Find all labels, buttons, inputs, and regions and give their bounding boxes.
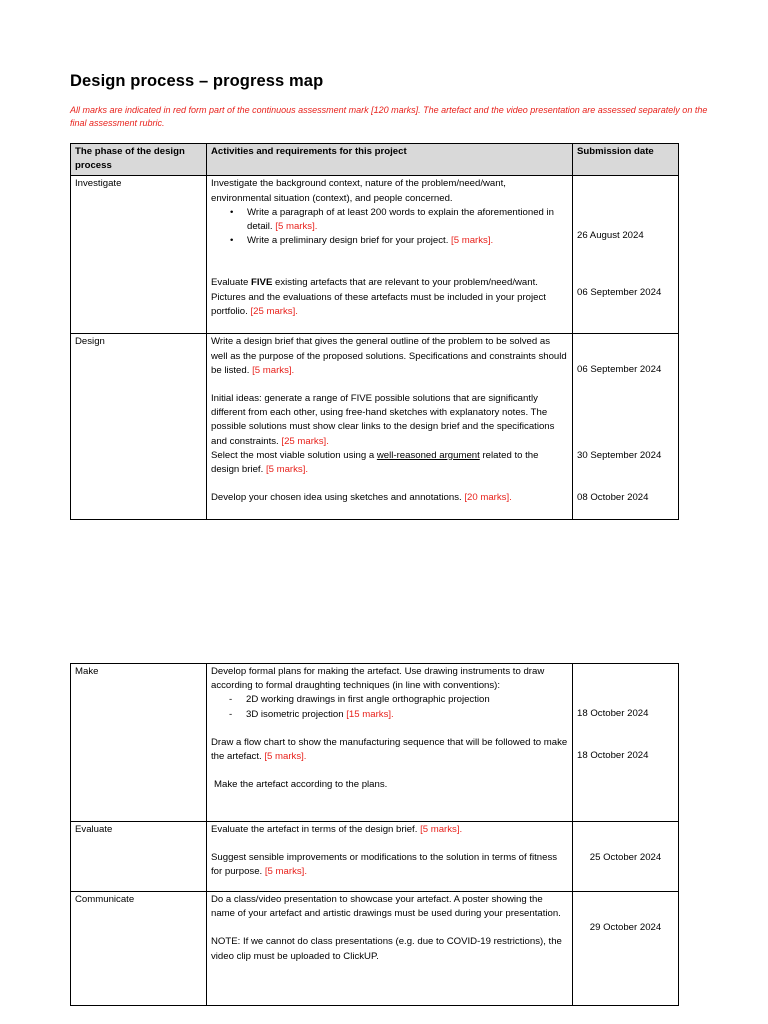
submission-date: 29 October 2024	[589, 922, 662, 933]
marks-label: [5 marks].	[264, 866, 307, 878]
page-title: Design process – progress map	[70, 72, 324, 90]
marks-label: [25 marks].	[281, 435, 329, 447]
activities-design: Write a design brief that gives the general outline of the problem to be solved as well as the purpose of the proposed solutions. Specifications and constraints should be listed. [5 marks]. Initial ideas: generate a range of FIVE possible solutions that are significantly different from each other, using free-hand sketches with explanatory notes. The possible solutions must show clear links to the design brief and the specifications and constraints. [25 marks]. Select the most viable solution using a well-reasoned argument related to the design brief. [5 marks]. Develop your chosen idea using sketches and annotations. [20 marks].	[207, 334, 573, 520]
list-item: • Write a preliminary design brief for your project. [5 marks].	[247, 234, 568, 248]
marks-note: All marks are indicated in red form part of the continuous assessment mark [120 marks]. The artefact and the video presentation are assessed separately on the final assessment rubric.	[70, 105, 708, 128]
marks-label: [5 marks].	[264, 751, 307, 763]
submission-date: 30 September 2024	[577, 449, 662, 461]
row-investigate	[71, 176, 679, 334]
phase-communicate: Communicate	[71, 892, 207, 1006]
header-activities: Activities and requirements for this project	[207, 144, 573, 176]
dates-communicate	[573, 892, 679, 1006]
progress-table-1	[70, 143, 679, 520]
activities-evaluate: Evaluate the artefact in terms of the design brief. [5 marks]. Suggest sensible improvements or modifications to the solution in terms of fitness for purpose. [5 marks].	[207, 822, 573, 892]
dates-evaluate	[573, 822, 679, 892]
header-row	[71, 144, 679, 176]
marks-label: [5 marks].	[420, 824, 463, 835]
list-item: • Write a paragraph of at least 200 words to explain the aforementioned in detail. [5 marks].	[247, 206, 568, 234]
submission-date: 08 October 2024	[577, 491, 649, 503]
row-make	[71, 664, 679, 822]
submission-date: 18 October 2024	[577, 708, 649, 719]
submission-date: 06 September 2024	[577, 364, 662, 376]
submission-date: 26 August 2024	[577, 230, 644, 242]
marks-label: [5 marks].	[265, 464, 309, 476]
submission-date: 06 September 2024	[577, 286, 662, 298]
header-date: Submission date	[573, 144, 679, 176]
activities-communicate: Do a class/video presentation to showcase your artefact. A poster showing the name of your artefact and artistic drawings must be used during your presentation. NOTE: If we cannot do class presentations (e.g. due to COVID-19 restrictions), the video clip must be uploaded to ClickUP.	[207, 892, 573, 1006]
marks-label: [20 marks].	[464, 492, 512, 504]
investigate-intro: Investigate the background context, nature of the problem/need/want, environmental situation (context), and people concerned.	[211, 178, 506, 204]
phase-design: Design	[71, 334, 207, 520]
activities-make: Develop formal plans for making the artefact. Use drawing instruments to draw according to formal draughting techniques (in line with conventions): - 2D working drawings in first angle orthographic projection - 3D isometric projection [15 marks]. Draw a flow chart to show the manufacturing sequence that will be followed to make the artefact. [5 marks]. Make the artefact according to the plans.	[207, 664, 573, 822]
submission-date: 25 October 2024	[589, 852, 662, 863]
row-design	[71, 334, 679, 520]
marks-label: [5 marks].	[451, 235, 494, 247]
dates-investigate	[573, 176, 679, 334]
marks-label: [5 marks].	[275, 221, 318, 233]
marks-label: [25 marks].	[250, 305, 298, 317]
header-phase: The phase of the design process	[71, 144, 207, 176]
investigate-evaluate: Evaluate FIVE existing artefacts that are relevant to your problem/need/want. Pictures and the evaluations of these artefacts must be included in your project portfolio. [25 marks].	[211, 277, 546, 317]
phase-investigate: Investigate	[71, 176, 207, 334]
row-evaluate	[71, 822, 679, 892]
marks-label: [5 marks].	[252, 364, 295, 376]
activities-investigate	[207, 176, 573, 334]
phase-evaluate: Evaluate	[71, 822, 207, 892]
submission-date: 18 October 2024	[577, 750, 649, 762]
progress-table-2	[70, 663, 679, 1006]
row-communicate	[71, 892, 679, 1006]
phase-make: Make	[71, 664, 207, 822]
dates-make	[573, 664, 679, 822]
list-item: - 3D isometric projection [15 marks].	[246, 708, 568, 722]
list-item: - 2D working drawings in first angle orthographic projection	[246, 693, 568, 707]
dates-design	[573, 334, 679, 520]
marks-label: [15 marks].	[346, 708, 394, 720]
